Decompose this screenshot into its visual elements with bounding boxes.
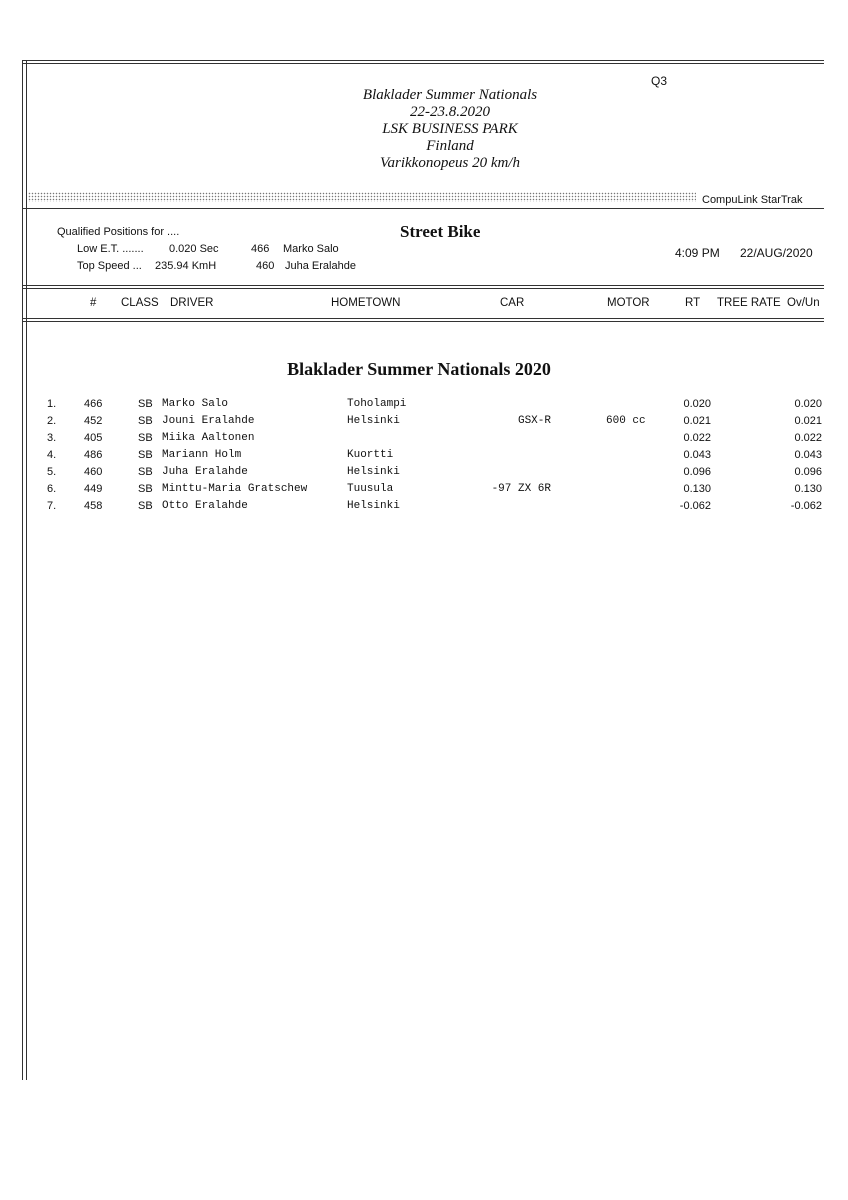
row-ovun: 0.096 <box>794 466 822 478</box>
row-car-number: 449 <box>84 483 103 495</box>
header-rule <box>22 208 824 209</box>
row-driver: Otto Eralahde <box>162 500 248 512</box>
row-ovun: -0.062 <box>790 500 822 512</box>
row-rt: 0.021 <box>683 415 711 427</box>
row-position: 5. <box>47 466 57 478</box>
col-ovun: Ov/Un <box>787 297 820 309</box>
event-pit-speed: Varikkonopeus 20 km/h <box>380 155 520 171</box>
row-position: 2. <box>47 415 57 427</box>
event-name: Blaklader Summer Nationals <box>362 87 538 103</box>
frame-left-border-inner <box>26 60 27 1080</box>
row-position: 4. <box>47 449 57 461</box>
stipple-divider <box>28 192 696 202</box>
top-speed-driver: Juha Eralahde <box>285 260 356 272</box>
top-rule <box>22 60 824 61</box>
columns-bottom-rule-inner <box>22 321 824 322</box>
row-class: SB <box>138 415 153 427</box>
table-row <box>0 466 848 483</box>
row-position: 1. <box>47 398 57 410</box>
row-car-number: 486 <box>84 449 103 461</box>
low-et-driver: Marko Salo <box>283 243 339 255</box>
row-rt: 0.043 <box>683 449 711 461</box>
row-motor: 600 cc <box>606 415 646 427</box>
row-rt: 0.020 <box>683 398 711 410</box>
low-et-value: 0.020 Sec <box>169 243 219 255</box>
row-hometown: Helsinki <box>347 500 400 512</box>
row-ovun: 0.043 <box>794 449 822 461</box>
row-hometown: Helsinki <box>347 415 400 427</box>
qualified-heading: Qualified Positions for .... <box>57 226 180 238</box>
table-row <box>0 500 848 517</box>
col-motor: MOTOR <box>607 297 650 309</box>
col-hometown: HOMETOWN <box>331 297 401 309</box>
row-position: 7. <box>47 500 57 512</box>
table-row <box>0 432 848 449</box>
row-ovun: 0.022 <box>794 432 822 444</box>
row-car: -97 ZX 6R <box>491 483 551 495</box>
row-driver: Miika Aaltonen <box>162 432 255 444</box>
row-hometown: Helsinki <box>347 466 400 478</box>
row-position: 6. <box>47 483 57 495</box>
col-num: # <box>90 297 97 309</box>
row-driver: Jouni Eralahde <box>162 415 255 427</box>
row-position: 3. <box>47 432 57 444</box>
row-car-number: 460 <box>84 466 103 478</box>
columns-bottom-rule <box>22 318 824 319</box>
row-rt: 0.130 <box>683 483 711 495</box>
row-hometown: Toholampi <box>347 398 407 410</box>
row-driver: Marko Salo <box>162 398 229 410</box>
row-class: SB <box>138 500 153 512</box>
top-speed-label: Top Speed ... <box>77 260 142 272</box>
system-label: CompuLink StarTrak <box>702 194 803 206</box>
row-car: GSX-R <box>517 415 551 427</box>
report-time: 4:09 PM <box>675 246 720 260</box>
class-title: Street Bike <box>400 222 481 241</box>
event-venue: LSK BUSINESS PARK <box>382 121 518 137</box>
columns-top-rule <box>22 285 824 286</box>
row-rt: -0.062 <box>679 500 711 512</box>
table-row <box>0 415 848 432</box>
table-row <box>0 398 848 415</box>
col-driver: DRIVER <box>170 297 214 309</box>
row-ovun: 0.020 <box>794 398 822 410</box>
row-class: SB <box>138 432 153 444</box>
row-car-number: 405 <box>84 432 103 444</box>
col-class: CLASS <box>121 297 159 309</box>
col-rt: RT <box>685 297 701 309</box>
row-car-number: 466 <box>84 398 103 410</box>
col-car: CAR <box>500 297 525 309</box>
top-speed-car: 460 <box>256 260 275 272</box>
row-driver: Juha Eralahde <box>162 466 248 478</box>
table-row <box>0 449 848 466</box>
event-dates: 22-23.8.2020 <box>410 104 490 120</box>
col-tree-rate: TREE RATE <box>717 297 781 309</box>
row-hometown: Tuusula <box>347 483 394 495</box>
event-country: Finland <box>426 138 474 154</box>
row-car-number: 452 <box>84 415 103 427</box>
frame-left-border <box>22 60 23 1080</box>
columns-top-rule-inner <box>22 288 824 289</box>
row-hometown: Kuortti <box>347 449 394 461</box>
session-tag: Q3 <box>651 74 668 88</box>
low-et-car: 466 <box>251 243 270 255</box>
top-speed-value: 235.94 KmH <box>155 260 217 272</box>
row-driver: Mariann Holm <box>162 449 242 461</box>
low-et-label: Low E.T. ....... <box>77 243 144 255</box>
row-rt: 0.096 <box>683 466 711 478</box>
row-class: SB <box>138 466 153 478</box>
row-driver: Minttu-Maria Gratschew <box>162 483 308 495</box>
row-class: SB <box>138 398 153 410</box>
row-car-number: 458 <box>84 500 103 512</box>
top-rule-inner <box>22 63 824 64</box>
row-ovun: 0.130 <box>794 483 822 495</box>
row-class: SB <box>138 449 153 461</box>
section-title: Blaklader Summer Nationals 2020 <box>287 359 551 379</box>
row-class: SB <box>138 483 153 495</box>
report-date: 22/AUG/2020 <box>740 246 813 260</box>
row-rt: 0.022 <box>683 432 711 444</box>
table-row <box>0 483 848 500</box>
row-ovun: 0.021 <box>794 415 822 427</box>
